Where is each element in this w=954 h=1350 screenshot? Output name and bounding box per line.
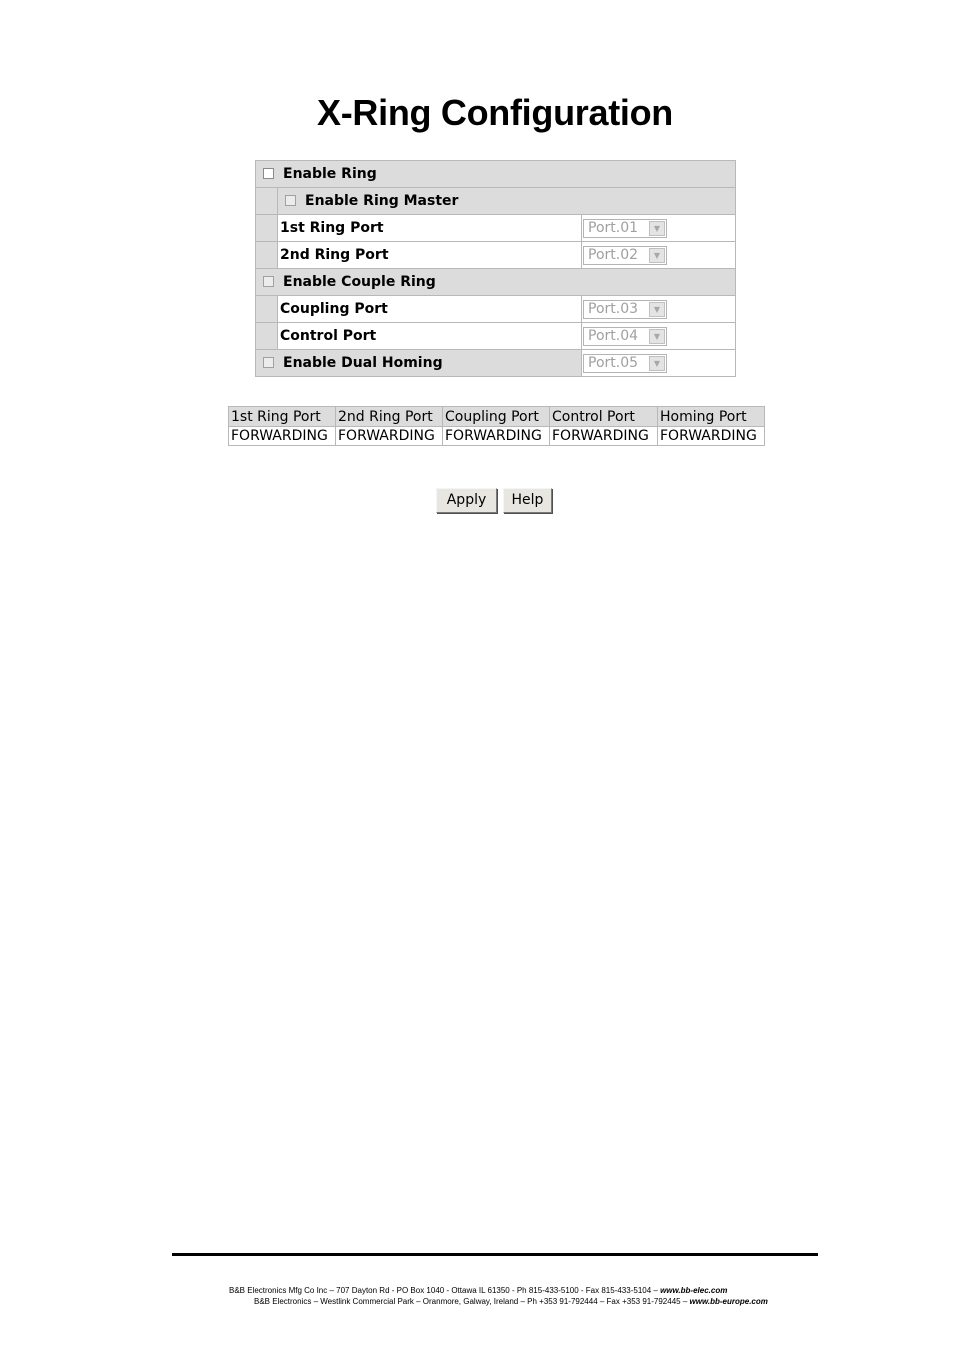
enable-ring-row: [256, 161, 736, 188]
page-title: X-Ring Configuration: [317, 92, 673, 133]
enable-ring-master-label: Enable Ring Master: [305, 193, 459, 209]
enable-ring-master-row: [256, 188, 736, 215]
enable-dual-homing-label: Enable Dual Homing: [283, 355, 443, 371]
coupling-port-row: [256, 296, 736, 323]
enable-ring-checkbox[interactable]: [263, 168, 274, 179]
homing-port-value: Port.05: [588, 355, 639, 371]
xring-config-table: [255, 160, 736, 377]
enable-couple-ring-row: [256, 269, 736, 296]
status-header-row: [229, 407, 765, 427]
coupling-port-select[interactable]: [583, 300, 667, 319]
enable-dual-homing-row: [256, 350, 736, 377]
footer-divider: [172, 1253, 818, 1256]
footer-link-eu[interactable]: www.bb-europe.com: [689, 1297, 768, 1306]
status-value: FORWARDING: [229, 427, 336, 446]
status-value: FORWARDING: [550, 427, 658, 446]
coupling-port-label: Coupling Port: [278, 296, 582, 323]
enable-ring-label: Enable Ring: [283, 166, 377, 182]
footer-address-us: B&B Electronics Mfg Co Inc – 707 Dayton Rd - PO Box 1040 - Ottawa IL 61350 - Ph 815-433-5100 - Fax 815-433-5104 –: [229, 1286, 661, 1295]
second-ring-port-label: 2nd Ring Port: [278, 242, 582, 269]
help-button[interactable]: Help: [503, 488, 552, 513]
enable-dual-homing-checkbox[interactable]: [263, 357, 274, 368]
enable-couple-ring-checkbox[interactable]: [263, 276, 274, 287]
footer-line-2: [254, 1297, 768, 1306]
coupling-port-value: Port.03: [588, 301, 639, 317]
dropdown-arrow-icon[interactable]: ▼: [649, 248, 665, 263]
second-ring-port-select[interactable]: [583, 246, 667, 265]
enable-ring-master-checkbox[interactable]: [285, 195, 296, 206]
dropdown-arrow-icon[interactable]: ▼: [649, 329, 665, 344]
status-value: FORWARDING: [336, 427, 443, 446]
control-port-value: Port.04: [588, 328, 639, 344]
control-port-row: [256, 323, 736, 350]
second-ring-port-value: Port.02: [588, 247, 639, 263]
status-header: Homing Port: [658, 407, 765, 427]
first-ring-port-row: [256, 215, 736, 242]
status-header: 2nd Ring Port: [336, 407, 443, 427]
first-ring-port-label: 1st Ring Port: [278, 215, 582, 242]
status-header: Coupling Port: [443, 407, 550, 427]
footer-line-1: [229, 1286, 727, 1295]
footer-address-eu: B&B Electronics – Westlink Commercial Park – Oranmore, Galway, Ireland – Ph +353 91-792444 – Fax +353 91-792445 –: [254, 1297, 690, 1306]
status-value: FORWARDING: [443, 427, 550, 446]
dropdown-arrow-icon[interactable]: ▼: [649, 356, 665, 371]
control-port-select[interactable]: [583, 327, 667, 346]
footer-link-us[interactable]: www.bb-elec.com: [660, 1286, 728, 1295]
apply-button[interactable]: Apply: [436, 488, 497, 513]
dropdown-arrow-icon[interactable]: ▼: [649, 221, 665, 236]
control-port-label: Control Port: [278, 323, 582, 350]
homing-port-select[interactable]: [583, 354, 667, 373]
first-ring-port-value: Port.01: [588, 220, 639, 236]
dropdown-arrow-icon[interactable]: ▼: [649, 302, 665, 317]
port-status-table: [228, 406, 765, 446]
status-value-row: [229, 427, 765, 446]
status-header: 1st Ring Port: [229, 407, 336, 427]
second-ring-port-row: [256, 242, 736, 269]
enable-couple-ring-label: Enable Couple Ring: [283, 274, 436, 290]
first-ring-port-select[interactable]: [583, 219, 667, 238]
status-header: Control Port: [550, 407, 658, 427]
status-value: FORWARDING: [658, 427, 765, 446]
